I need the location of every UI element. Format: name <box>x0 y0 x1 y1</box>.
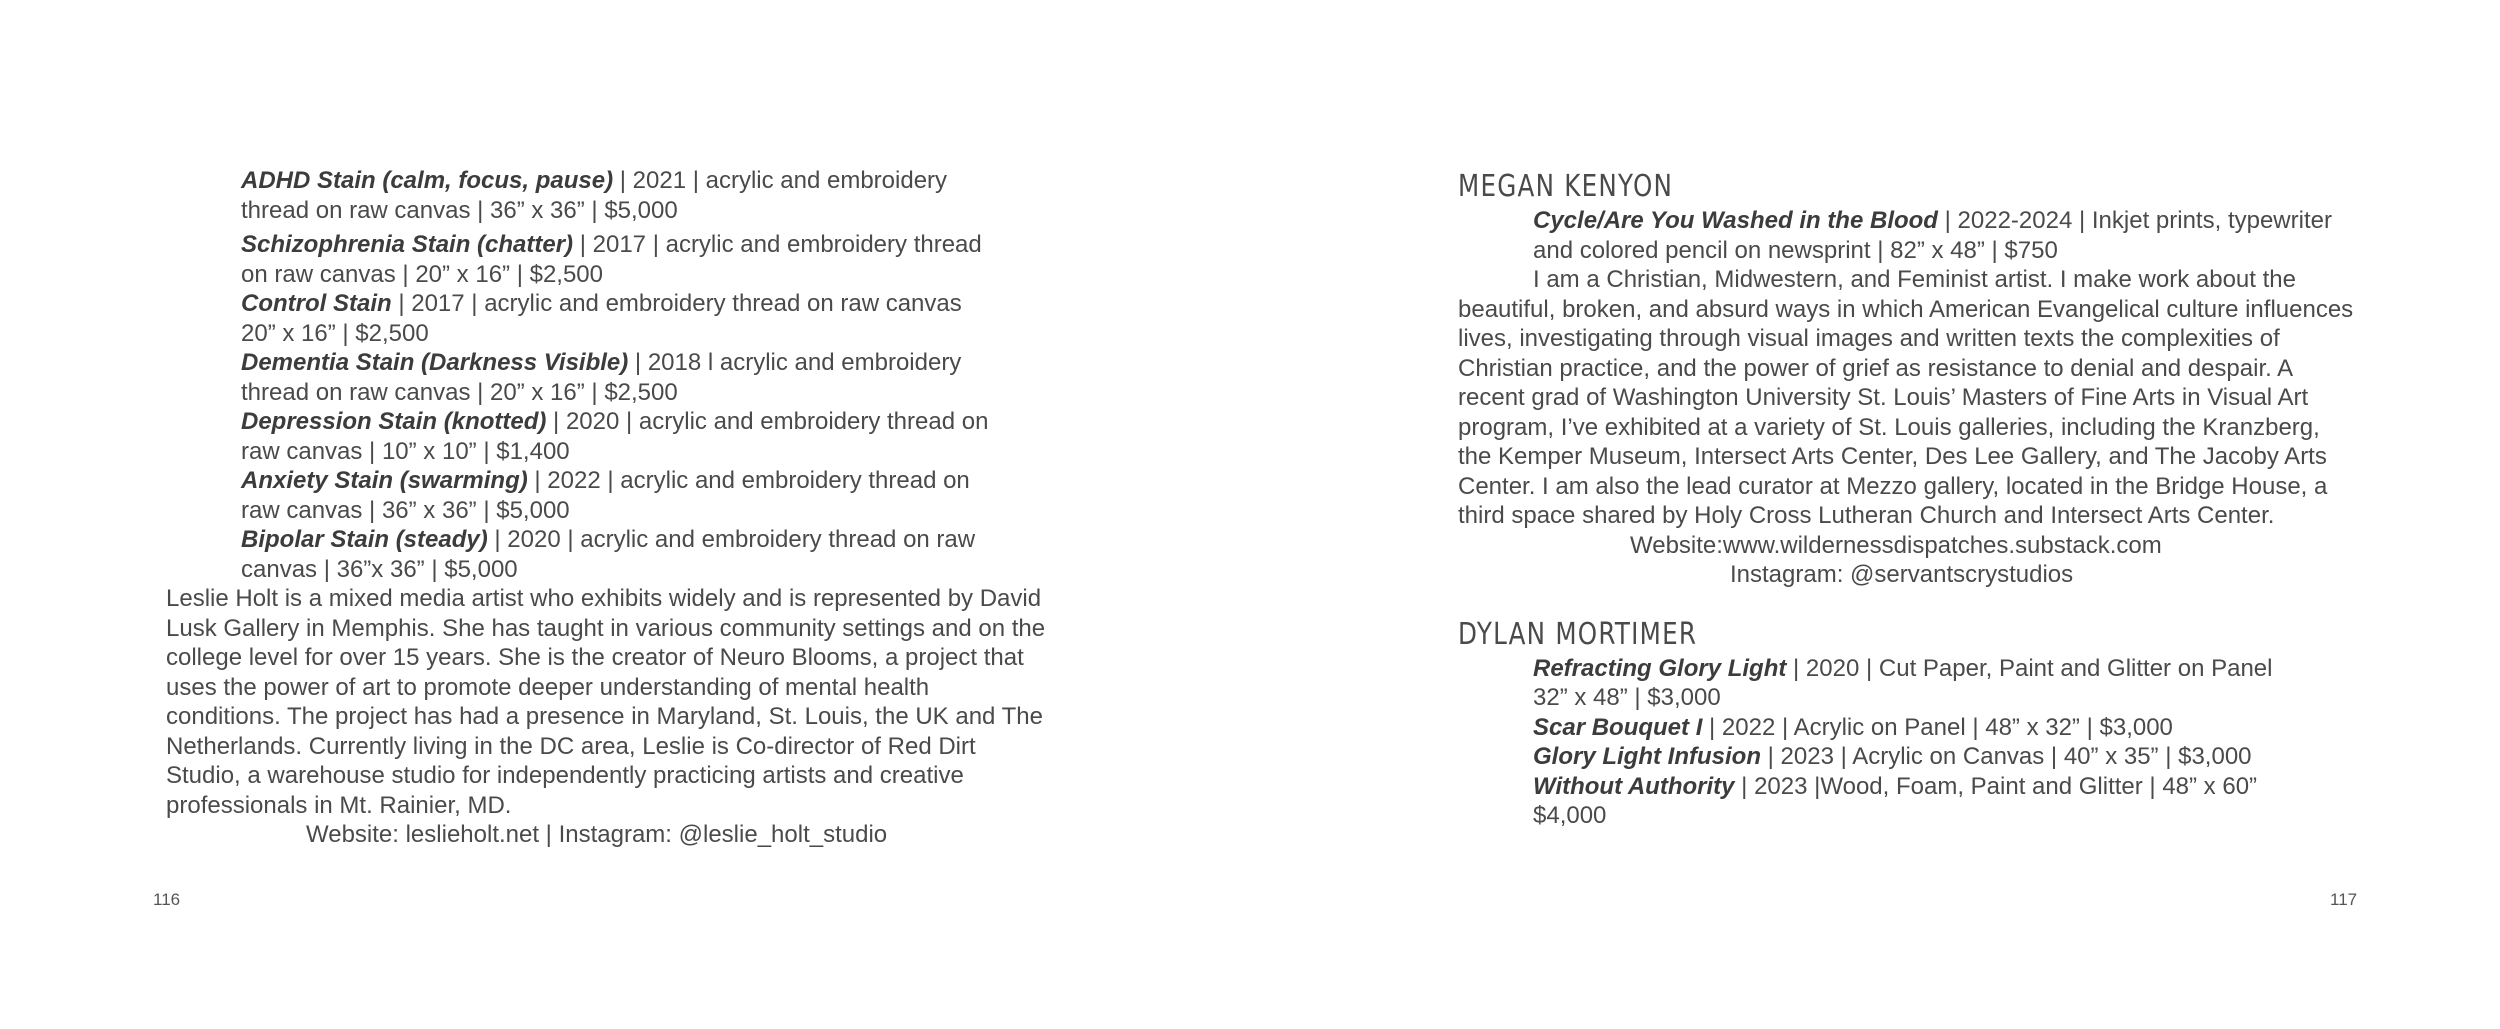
work-details: | 2017 | acrylic and embroidery thread on raw canvas 20” x 16” | $2,500 <box>241 290 962 347</box>
work-title: Cycle/Are You Washed in the Blood <box>1533 207 1938 234</box>
megan-kenyon-works-list <box>1533 206 2358 265</box>
work-entry <box>241 466 1001 525</box>
work-entry <box>241 407 1001 466</box>
work-title: Control Stain <box>241 290 392 317</box>
work-entry <box>1533 206 2358 265</box>
work-entry <box>1533 654 2313 713</box>
work-details: | 2023 | Acrylic on Canvas | 40” x 35” | $3,000 <box>1760 743 2252 770</box>
work-entry <box>241 289 1001 348</box>
work-title: Schizophrenia Stain (chatter) <box>241 231 574 258</box>
work-entry <box>1533 772 2313 831</box>
work-details: | 2020 | acrylic and embroidery thread on raw canvas | 10” x 10” | $1,400 <box>241 408 989 465</box>
work-title: Dementia Stain (Darkness Visible) <box>241 349 629 376</box>
work-title: Scar Bouquet I <box>1533 713 1703 741</box>
work-title: Depression Stain (knotted) <box>241 408 547 435</box>
leslie-holt-website-instagram: Website: leslieholt.net | Instagram: @leslie_holt_studio <box>306 821 888 848</box>
work-details: | 2017 | acrylic and embroidery thread on raw canvas | 20” x 16” | $2,500 <box>241 231 982 288</box>
megan-kenyon-bio: I am a Christian, Midwestern, and Feminist artist. I make work about the beautiful, broken, and absurd ways in which American Evangelical culture influences lives, investigating through visual images and written texts the complexities of Christian practice, and the power of grief as resistance to denial and despair. A recent grad of Washington University St. Louis’ Masters of Fine Arts in Visual Art program, I’ve exhibited at a variety of St. Louis galleries, including the Kranzberg, the Kemper Museum, Intersect Arts Center, Des Lee Gallery, and The Jacoby Arts Center. I am also the lead curator at Mezzo gallery, located in the Bridge House, a third space shared by Holy Cross Lutheran Church and Intersect Arts Center. <box>1458 266 2354 529</box>
right-column <box>1458 168 2358 831</box>
work-details: | 2020 | acrylic and embroidery thread on raw canvas | 36”x 36” | $5,000 <box>241 526 976 583</box>
dylan-mortimer-works-list <box>1533 654 2313 831</box>
artist-name-dylan-mortimer: DYLAN MORTIMER <box>1458 616 1698 652</box>
work-title: Refracting Glory Light <box>1533 654 1787 682</box>
work-entry <box>241 525 1001 584</box>
work-entry <box>241 348 1001 407</box>
page-number-left: 116 <box>153 890 181 909</box>
work-entry <box>1533 742 2313 772</box>
leslie-holt-bio: Leslie Holt is a mixed media artist who exhibits widely and is represented by David Lusk Gallery in Memphis. She has taught in various community settings and on the college level for over 15 years. She is the creator of Neuro Blooms, a project that uses the power of art to promote deeper understanding of mental health conditions. The project has had a presence in Maryland, St. Louis, the UK and The Netherlands. Currently living in the DC area, Leslie is Co-director of Red Dirt Studio, a warehouse studio for independently practicing artists and creative professionals in Mt. Rainier, MD. <box>166 585 1046 819</box>
work-details: | 2018 l acrylic and embroidery thread on raw canvas | 20” x 16” | $2,500 <box>241 349 962 406</box>
work-title: Glory Light Infusion <box>1533 743 1761 770</box>
artist-name-megan-kenyon: MEGAN KENYON <box>1458 169 1674 204</box>
work-entry <box>241 230 1001 289</box>
page-number-right: 117 <box>2330 890 2358 909</box>
leslie-holt-works-list <box>241 166 1001 584</box>
work-details: | 2021 | acrylic and embroidery thread on raw canvas | 36” x 36” | $5,000 <box>241 167 948 224</box>
work-details: | 2020 | Cut Paper, Paint and Glitter on Panel 32” x 48” | $3,000 <box>1533 654 2273 711</box>
work-details: | 2022 | acrylic and embroidery thread on raw canvas | 36” x 36” | $5,000 <box>241 467 970 524</box>
work-entry <box>241 166 1001 225</box>
section-spacer <box>1458 590 2358 616</box>
work-details: | 2022 | Acrylic on Panel | 48” x 32” | $3,000 <box>1702 713 2173 741</box>
work-details: | 2023 |Wood, Foam, Paint and Glitter | 48” x 60” $4,000 <box>1533 772 2258 829</box>
megan-kenyon-website: Website:www.wildernessdispatches.substack.com <box>1630 531 2162 559</box>
megan-kenyon-instagram: Instagram: @servantscrystudios <box>1730 561 2074 588</box>
work-title: ADHD Stain (calm, focus, pause) <box>241 167 614 194</box>
work-details: | 2022-2024 | Inkjet prints, typewriter and colored pencil on newsprint | 82” x 48” | $750 <box>1533 207 2332 264</box>
left-column <box>166 166 1066 850</box>
work-entry <box>1533 713 2313 743</box>
work-title: Without Authority <box>1533 772 1735 800</box>
work-title: Anxiety Stain (swarming) <box>241 467 528 494</box>
work-title: Bipolar Stain (steady) <box>241 526 488 553</box>
